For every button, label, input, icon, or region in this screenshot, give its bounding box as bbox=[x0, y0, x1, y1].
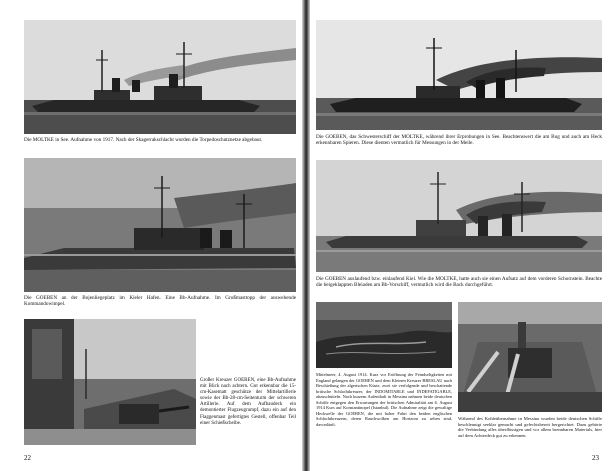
photo-goeben-trials bbox=[316, 20, 602, 130]
left-page bbox=[0, 0, 302, 471]
right-page bbox=[310, 0, 612, 471]
photo-goeben-deck-aft bbox=[24, 319, 196, 445]
photo-goeben-leaving-kiel bbox=[316, 160, 602, 272]
caption-goeben-wake: Mittelmeer, 4. August 1914. Kurz vor Eröffnung der Feindseligkeiten mit England gelangen der GOEBEN und dem Kleinen Kreuzer BRESLAU nach Beschießung der algerischen Küste, zwei sie verfolgende und beschattende britische Schlachtkreuzer, der INDOMITABLE und INDEFATIGABLE, abzuschütteln. Nach kurzem Aufenthalt in Messina nahmen beide deutschen Schiffe entgegen den Erwartungen der britischen Admiralität am 6. August 1914 Kurs auf Konstantinopel (Istanbul). Die Aufnahme zeigt die gewaltige Heckwelle der GOEBEN, die mit hoher Fahrt den beiden englischen Schlachtkreuzern, deren Rauchwolken am Horizont zu sehen sind, davonläuft. bbox=[316, 372, 452, 427]
photo-goeben-wake bbox=[316, 302, 452, 368]
book-gutter bbox=[302, 0, 310, 471]
photo-goeben-kiel-harbour bbox=[24, 158, 296, 292]
caption-goeben-kiel-harbour: Die GOEBEN an der Bojenliegeplatz im Kieler Hafen. Eine Bb-Aufnahme. Im Großmasttopp der auswehende Kommandowimpel. bbox=[24, 295, 296, 308]
caption-goeben-deck-aft: Großer Kreuzer GOEBEN, eine Bb-Aufnahme mit Blick nach achtern. Gut erkennbar die 15-cm-Kasematt geschütze der Mittelartillerie sowie der Bb-28-cm-Seitenturm der schweren Artillerie. Auf dem Aufbaudeck ein demontierter Flugzeugrumpf, dazu ein auf den Flaggenmast gefertigtes Gestell, offenbar Teil einer Schießscheibe. bbox=[200, 378, 296, 426]
caption-goeben-afterdeck: Während des Kohleübernahme in Messina wurden beide deutschen Schiffe beschleunigt seeklar gemacht und gefechtsbereit hergerichtet. Dazu gehörte die Verbindung alles überflüssigen und vor allem brennbaren Materials, hier auf dem Achterdeck gut zu erkennen. bbox=[458, 416, 602, 439]
caption-moltke-at-sea: Die MOLTKE in See. Aufnahme von 1917. Nach der Skagerrakschlacht wurden die Torpedoschutznetze abgebaut. bbox=[24, 137, 263, 143]
page-number-left: 22 bbox=[24, 454, 31, 462]
caption-goeben-trials: Die GOEBEN, das Schwesterschiff der MOLTKE, während ihrer Erprobungen in See. Beachtenswert die am Bug und auch am Heck erkennbaren Spieren. Diese dienten vermutlich für Messungen in der Meile. bbox=[316, 134, 602, 147]
photo-goeben-afterdeck bbox=[458, 302, 602, 412]
page-number-right: 23 bbox=[592, 454, 599, 462]
photo-moltke-at-sea bbox=[24, 20, 296, 134]
caption-goeben-leaving-kiel: Die GOEBEN auslaufend bzw. einlaufend Kiel. Wie die MOLTKE, hatte auch sie einen Aufsatz auf dem vorderen Schornstein. Beachte die beigeklappten Bleiaden am Bb-Vorschiff, vermutlich wird die Back durchgeführt. bbox=[316, 276, 602, 289]
